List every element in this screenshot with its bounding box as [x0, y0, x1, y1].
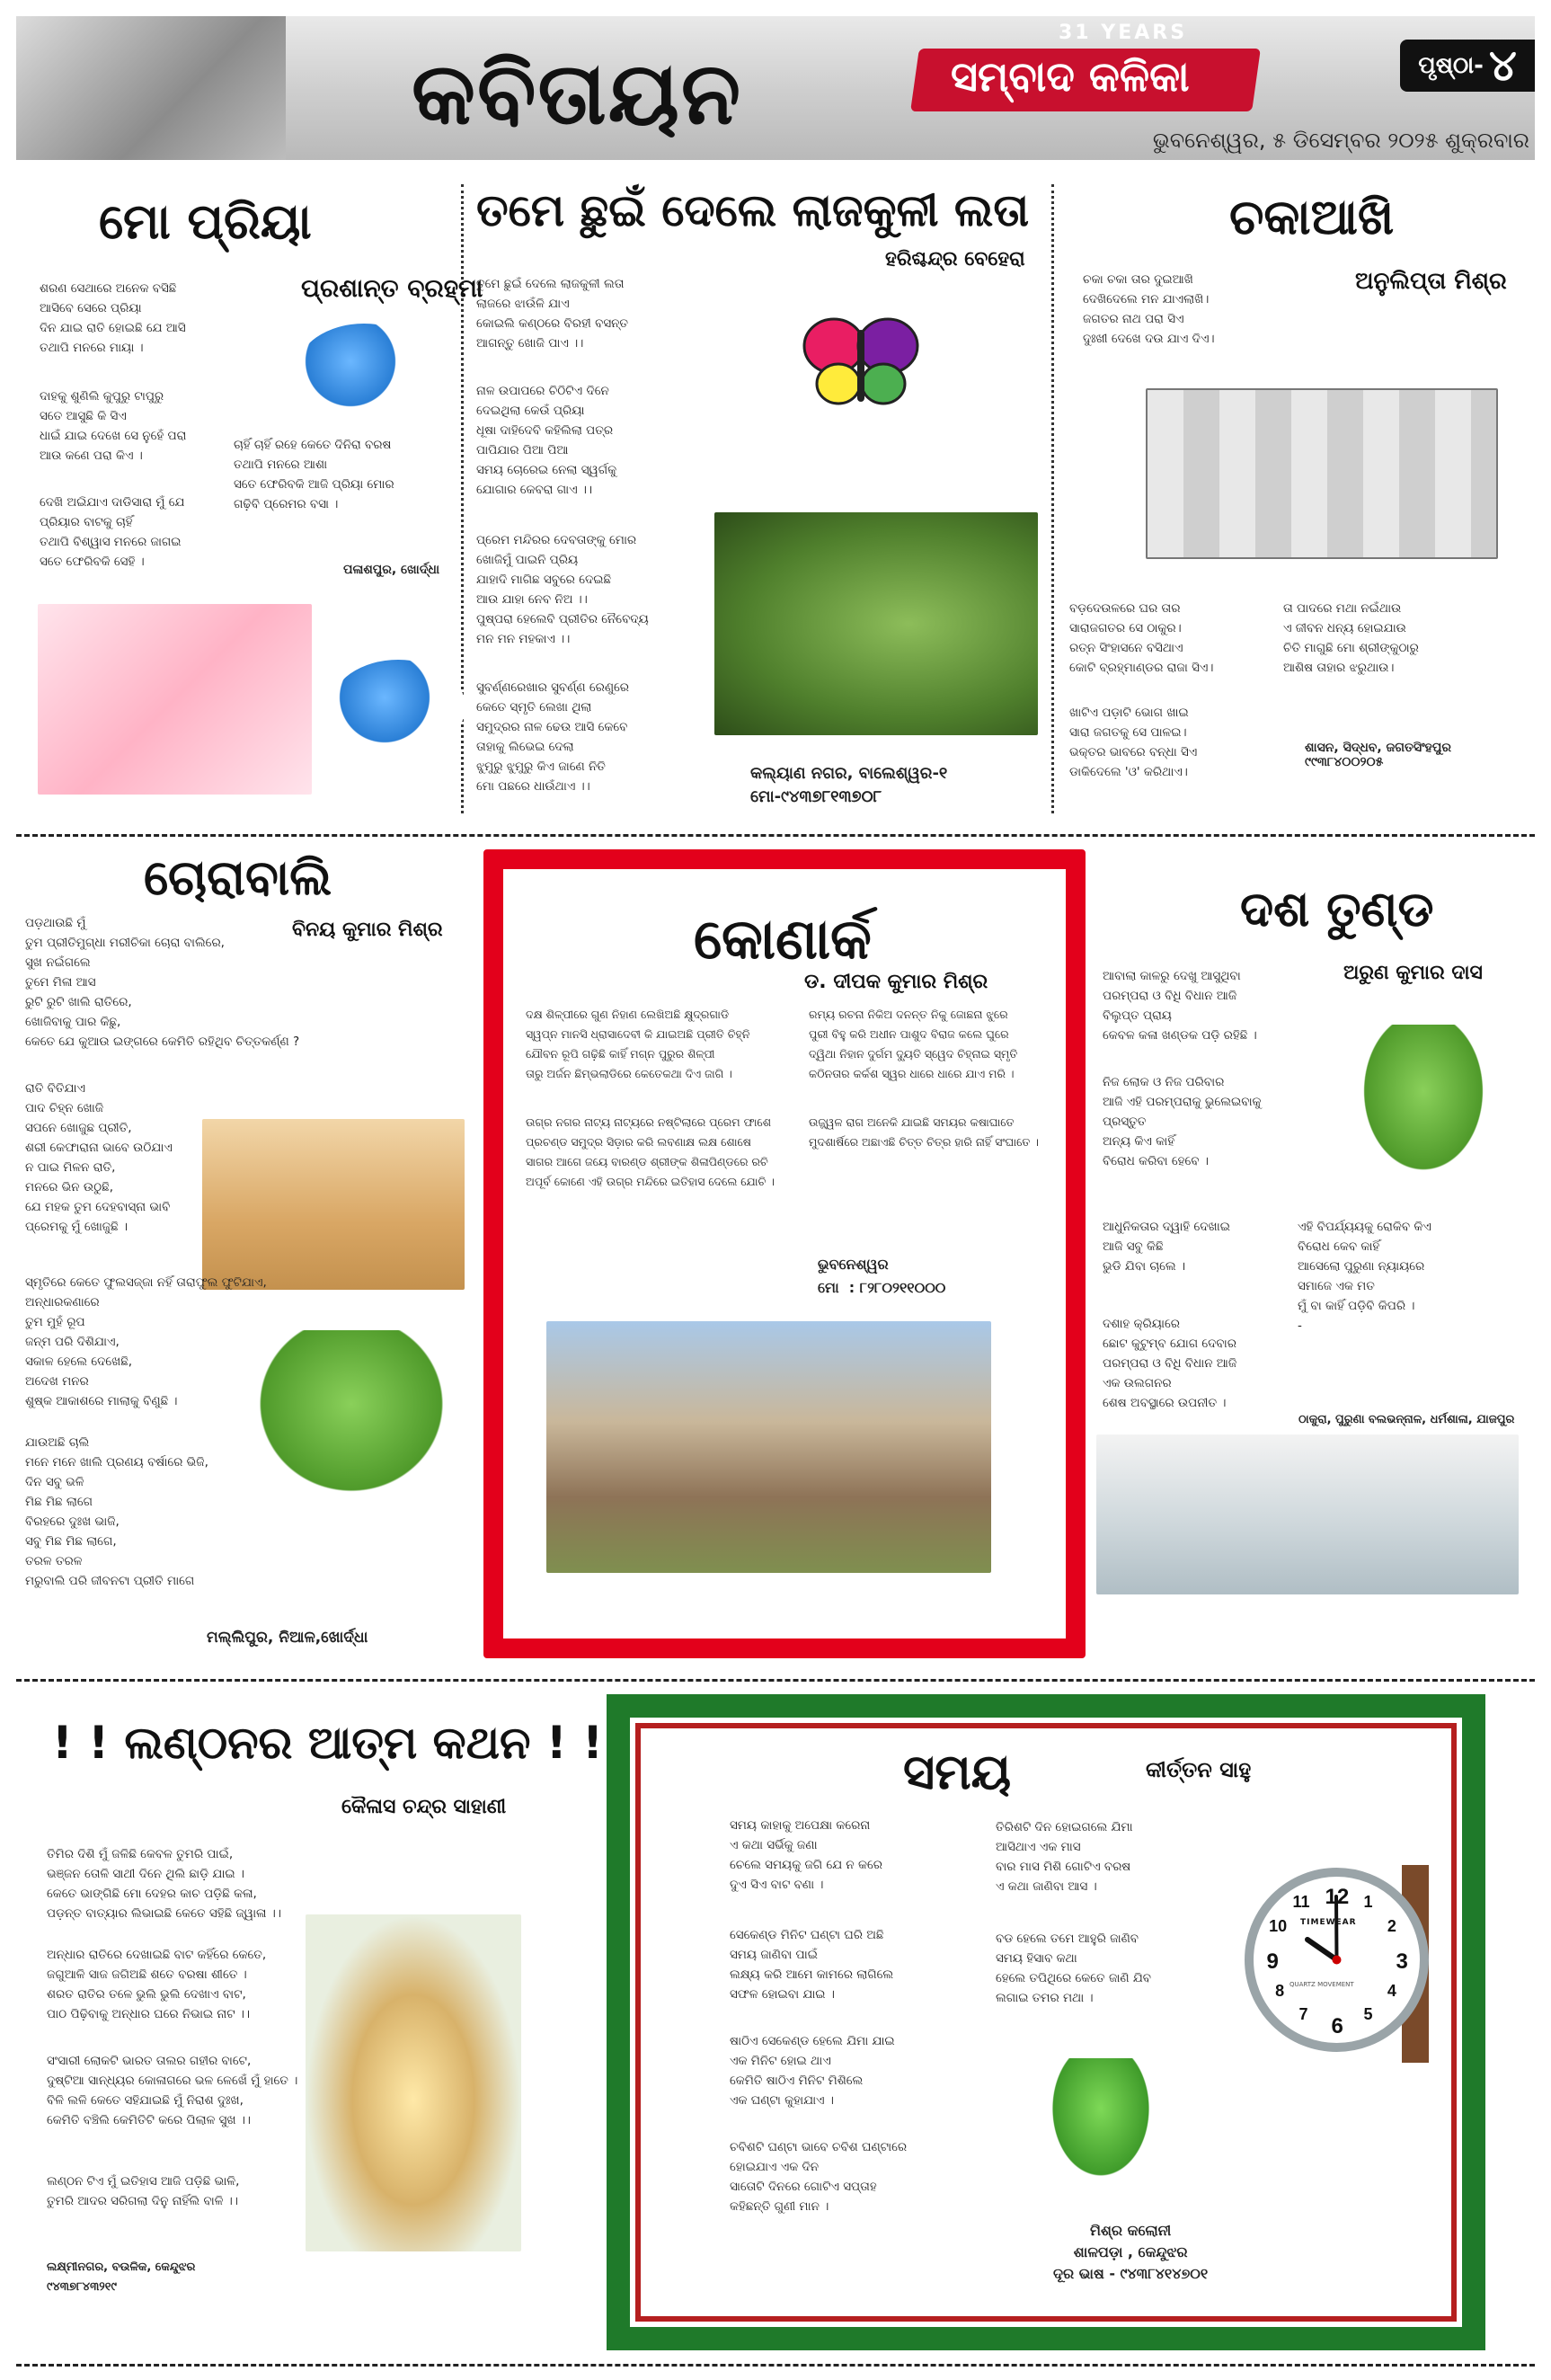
poem-title-dashatuntha: ଦଶ ତୁଣ୍ଡ — [1240, 881, 1434, 937]
clock-numeral: 4 — [1387, 1981, 1396, 2000]
poem-stanza: ବଡ଼ଦେଉଳରେ ଘର ତାର ସାରାଜଗତର ସେ ଠାକୁର। ରତ୍ନ ସିଂହାସନେ ବସିଥାଏ କୋଟି ବ୍ରହ୍ମାଣ୍ଡର ରାଜା ସିଏ। — [1069, 601, 1214, 675]
tree-with-birds-illustration — [235, 1330, 467, 1514]
poem-stanza: ଚକା ଚକା ତାର ଦୁଇଆଖି ଦେଖିଦେଲେ ମନ ଯାଏଲାଖି। ଜଗତର ନାଥ ପରା ସିଏ ଦୁଃଖୀ ଦେଖେ ଦଉ ଯାଏ ଦିଏ। — [1083, 272, 1215, 346]
poem-stanza: ଏହି ବିପର୍ଯ୍ୟୟକୁ ରୋକିବ କିଏ ବିରୋଧ କେବ କାହିଁ ଆସେଲୋ ପୁରୁଣା ନ୍ୟାୟରେ ସମାଜେ ଏକ ମତ ମୁଁ ବା କାହିଁ ପଡ଼ିବି କିପରି । - — [1298, 1220, 1431, 1333]
poem-title-lajakuli: ତମେ ଛୁଇଁ ଦେଲେ ଲାଜକୁଳୀ ଲତା — [476, 184, 1030, 236]
section-divider — [16, 834, 1535, 837]
clock-numeral: 12 — [1325, 1884, 1350, 1909]
poem-stanza: ନିଜ ଲୋକ ଓ ନିଜ ପରିବାର ଆଜି ଏହି ପରମ୍ପରାକୁ ଭୁଲେଇବାକୁ ପ୍ରସ୍ତୁତ ଅନ୍ୟ କିଏ କାହିଁ ବିରୋଧ କରିବା ହେବେ । — [1103, 1075, 1262, 1168]
section-divider — [16, 1679, 1535, 1682]
poem-author-mo-priya: ପ୍ରଶାନ୍ତ ବ୍ରହ୍ମା — [301, 273, 483, 303]
bird-icon — [297, 324, 431, 418]
poem-title-konark: କୋଣାର୍କ — [694, 906, 872, 972]
poem-stanza: ସମୟ କାହାକୁ ଅପେକ୍ଷା କରେନା ଏ କଥା ସର୍ଭିକୁ ଜଣା ଚେଲେ ସମୟକୁ ଜଗି ଯେ ନ କରେ ଦୁଏ ସିଏ ବାଟ ବଣା । — [730, 1818, 882, 1892]
poem-stanza: ପ୍ରେମ ମନ୍ଦିରର ଦେବତାଙ୍କୁ ମୋର ଖୋଜିମୁଁ ପାଇନି ପ୍ରିୟ ଯାହାଦି ମାଗିଛ ସବୁରେ ଦେଇଛି ଆଉ ଯାହା ନେବ ନିଅ ।। ପୁଷ୍ପରା ହେଲେବି ପ୍ରୀତିର ନୈବେଦ୍ୟ ମନ ମନ ମହକାଏ ।। — [476, 533, 649, 646]
masthead — [16, 16, 1535, 160]
poem-stanza: ଆବାଲା କାଳରୁ ଦେଖୁ ଆସୁଥିବା ପରମ୍ପରା ଓ ବିଧି ବିଧାନ ଆଜି ବିଲୁପ୍ତ ପ୍ରାୟ କେବଳ କଳା ଖଣ୍ଡକ ପଡ଼ି ରହିଛି । — [1103, 969, 1257, 1043]
poem-author-chorabali: ବିନୟ କୁମାର ମିଶ୍ର — [292, 919, 443, 941]
jagannath-trinity-illustration — [1146, 388, 1498, 559]
page-number: ୪ — [1488, 40, 1517, 91]
page-number-badge — [1400, 40, 1535, 92]
poem-place: ମଲ୍ଲିପୁର, ନିଆଳ,ଖୋର୍ଦ୍ଧା — [207, 1629, 368, 1647]
poem-title-mo-priya: ମୋ ପ୍ରିୟା — [99, 193, 312, 250]
poem-stanza: ସଂସାରୀ ଲୋକଟି ଭାରତ ତାଲର ଗହୀର ବାଟେ, ଦୁଷ୍ଟିଆ ସାନ୍ଧ୍ୟର କୋଳାଗରେ ଭଳ ଳେଖେଁ ମୁଁ ହାତେ । ବିଳି ଲଳି କେତେ ସହିଯାଇଛି ମୁଁ ନିରାଶ ଦୁଃଖ, କେମିତି ବଞ୍ଚିଲି କେମିତିଟି କରେ ପିଲାଳ ସୁଖ ।। — [47, 2054, 298, 2127]
desert-sand-photo — [202, 1119, 465, 1290]
poem-stanza: ପଡ଼ଥାଉଛି ମୁଁ ତୁମ ପ୍ରୀତିମୁଗ୍ଧା ମରୀଚିକା ଚୋରା ବାଲିରେ, ସୁଖ ନଇଁଗଲେ ତୁମେ ମିଳା ଆସ ରୁଟି ରୁଟି ଖାଲି ରାତିରେ, ଖୋଜିବାକୁ ପାର କିଛୁ, କେତେ ଯେ କୁଆଉ ଇଙ୍ଗରେ କେମିତି ରହିଥିବ ଚିତ୍ତକର୍ଣ୍ଣ ? — [25, 916, 300, 1049]
crowd-reflection-photo — [1096, 1434, 1519, 1594]
touch-me-not-plant-photo — [714, 512, 1038, 735]
poem-title-lanthan: ! ! ଲଣ୍ଠନର ଆତ୍ମ କଥନ ! ! — [52, 1717, 603, 1769]
page-title: କବିତାୟନ — [412, 43, 743, 144]
brand-logo: ସମ୍ବାଦ କଳିକା — [951, 52, 1190, 101]
poem-place: ଭୁବନେଶ୍ୱର ମୋ : ୮୨୮୦୨୧୧୦୦୦ — [818, 1256, 946, 1296]
poem-stanza: ଦାହକୁ ଶୁଣିଲି କୁପୁରୁ ଟାପୁରୁ ସତେ ଆସୁଛି କି ସିଏ ଧାଇଁ ଯାଇ ଦେଖେ ସେ ନୁହେଁ ପରା ଆଉ କଣେ ପରା କିଏ । — [40, 389, 187, 463]
poem-place: ଠାକୁରା, ପୁରୁଣା ବଲଭନ୍ନାଳ, ଧର୍ମଶାଳା, ଯାଜପୁର — [1298, 1413, 1515, 1426]
poem-stanza: ଚବିଶଟି ଘଣ୍ଟା ଭାବେ ଚବିଶ ଘଣ୍ଟାରେ ହୋଇଯାଏ ଏକ ଦିନ ସାତୋଟି ଦିନରେ ଗୋଟିଏ ସପ୍ତାହ କହିଛନ୍ତି ଗୁଣୀ ମାନ । — [730, 2140, 908, 2214]
poem-stanza: ଚାହିଁ ଚାହିଁ ରହେ କେତେ ଦିନିରା ବରଷ ତଥାପି ମନରେ ଆଶା ସତେ ଫେରିବକି ଆଜି ପ୍ରିୟା ମୋର ଗଢ଼ିବି ପ୍ରେମର ବସା । — [234, 438, 394, 511]
konark-temple-photo — [546, 1321, 991, 1573]
page-label: ପୃଷ୍ଠା- — [1418, 51, 1484, 79]
poem-stanza: ତା ପାଦରେ ମଥା ନଇଁଥାଉ ଏ ଜୀବନ ଧନ୍ୟ ହୋଇଯାଉ ଚିତି ମାଗୁଛି ମୋ ଶ୍ରୀଙ୍କୁଠାରୁ ଆଶିଷ ତାହାର ଝରୁଥାଉ। — [1283, 601, 1419, 675]
poem-stanza: ଖାଟିଏ ପଡ଼ାଟି ଭୋଗ ଖାଇ ସାରା ଜଗତକୁ ସେ ପାଳଇ। ଭକ୍ତର ଭାବରେ ବନ୍ଧା ସିଏ ଡାକିଦେଲେ 'ଓ' କରିଥାଏ। — [1069, 706, 1198, 779]
poem-title-samaya: ସମୟ — [903, 1744, 1012, 1800]
clock-numeral: 5 — [1363, 2004, 1373, 2023]
poem-stanza: ତିରିଶଟି ଦିନ ହୋଇଗଲେ ଯିମା ଆସିଥାଏ ଏକ ମାସ ବାର ମାସ ମିଶି ଗୋଟିଏ ବରଷ ଏ କଥା ଜାଣିବା ଆସ । — [996, 1820, 1133, 1894]
poem-stanza: ଷାଠିଏ ସେକେଣ୍ଡ ହେଲେ ଯିମା ଯାଇ ଏକ ମିନିଟ ହୋଇ ଥାଏ କେମିତି ଷାଠିଏ ମିନିଟ ମିଶିଲେ ଏକ ଘଣ୍ଟା କୁହାଯାଏ । — [730, 2034, 895, 2108]
poem-stanza: ଦକ୍ଷ ଶିଳ୍ପୀରେ ଗୁଣ ନିହାଣ ଲେଖିଅଛି କ୍ଷୁଦ୍ରଗାଡି ସ୍ୱପ୍ନ ମାନସି ଧ୍ରାସାଦେବୀ କି ଯାଇଅଛି ପ୍ରୀତି ଚିହ୍ନି ଯୌବନ ରୂପି ଗଢ଼ିଛି କାହିଁ ମଗ୍ନ ପୁରୁର ଶିଳ୍ପୀ ତାରୁ ଅର୍ଜନ ଛିମ୍ଭଲାଡିରେ କେତେକଥା ଦିଏ ଜାଗି । — [526, 1008, 750, 1080]
poem-place: କଲ୍ୟାଣ ନଗର, ବାଲେଶ୍ୱର-୧ ମୋ-୯୪୩୭୮୧୩୭୦୮ — [750, 764, 948, 806]
palm-trees-illustration — [1033, 2058, 1168, 2202]
clock-movement: QUARTZ MOVEMENT — [1290, 1981, 1354, 1988]
poem-title-chorabali: ଚୋରାବାଲି — [144, 849, 332, 906]
couple-illustration — [38, 604, 312, 795]
clock-numeral: 1 — [1363, 1893, 1373, 1912]
bird-icon — [331, 660, 465, 754]
poem-stanza: ଦଶାହ କ୍ରିୟାରେ ଛୋଟ କୁଟୁମ୍ବ ଯୋଗ ଦେବାର ପରମ୍ପରା ଓ ବିଧି ବିଧାନ ଆଜି ଏକ ଉଲଗନର ଶେଷ ଅବସ୍ଥାରେ ଉପନୀତ । — [1103, 1317, 1237, 1410]
clock-numeral: 11 — [1292, 1893, 1310, 1912]
clock-numeral: 10 — [1269, 1916, 1288, 1935]
banyan-tree-illustration — [1348, 1025, 1499, 1191]
clock-brand: TIMEWEAR — [1300, 1918, 1357, 1927]
poem-author-lajakuli: ହରିଶ୍ଚନ୍ଦ୍ର ବେହେରା — [885, 248, 1025, 271]
poem-stanza: ଆଧୁନିକତାର ଦ୍ୱାହି ଦେଖାଇ ଆଜି ସବୁ କିଛି ଭୁଡି ଯିବା ଚାଲେ । — [1103, 1220, 1230, 1274]
poem-place: ପଳାଶପୁର, ଖୋର୍ଦ୍ଧା — [343, 563, 440, 577]
butterfly-icon — [802, 310, 919, 409]
poem-stanza: ନାଳ ଉପାପରେ ଚିଠିଟିଏ ଦିନେ ଦେଇଥିଲା କେଉଁ ପ୍ରିୟା ଧୂଷା ଦାହିଦେବି କହିଲିଲା ପତ୍ର ପାପିଯାର ପିଆ ପିଆ ସମୟ ଚୋରେଇ ନେଲା ସ୍ୱର୍ଗକୁ ଯୋଗାର କେବରା ଗାଏ ।। — [476, 384, 617, 497]
poem-place: ଲକ୍ଷ୍ମୀନଗର, ବଉଳିକ, କେନ୍ଦୁଝର ୯୪୩୭୮୪୩୨୧୯ — [47, 2260, 196, 2294]
dateline: ଭୁବନେଶ୍ୱର, ୫ ଡିସେମ୍ବର ୨୦୨୫ ଶୁକ୍ରବାର — [1152, 128, 1529, 153]
poem-stanza: ଦେଖି ଅଇିଯାଏ ଦାଡିସାରା ମୁଁ ଯେ ପ୍ରିୟାର ବାଟକୁ ଚାହିଁ ତଥାପି ବିଶ୍ୱାସ ମନରେ ଜାଗଇ ସତେ ଫେରିବକି ସେହି । — [40, 495, 185, 569]
clock-icon — [1245, 1868, 1429, 2052]
poem-title-chakakhi: ଚକାଆଖି — [1229, 189, 1395, 245]
books-illustration — [16, 16, 286, 160]
poem-stanza: ଲଣ୍ଠନ ଟିଏ ମୁଁ ଇତିହାସ ଆଜି ପଡ଼ିଛି ଭାଳି, ତୁମରି ଆଦର ସରିଗଲା ଦିନୁ ନାହିଁଲି ବାଳି ।। — [47, 2174, 240, 2208]
poem-stanza: ଶରଣ ସେଥାରେ ଅନେକ ବସିଛି ଆସିବେ ସେରେ ପ୍ରିୟା ଦିନ ଯାଇ ରାତି ହୋଇଛି ଯେ ଆସି ତଥାପି ମନରେ ମାୟା । — [40, 281, 186, 355]
poem-stanza: ତୁମେ ଛୁଇଁ ଦେଲେ ଲାଜକୁଳୀ ଲତା ଲାଜରେ ଝାଉଁଳି ଯାଏ କୋଇଲି କଣ୍ଠରେ ବିରହୀ ବସନ୍ତ ଆଗନ୍ତୁ ଖୋଜି ପାଏ ।। — [476, 277, 629, 351]
poem-stanza: ତିମିର ଦିଶି ମୁଁ ଜଳିଛି କେବଳ ତୁମରି ପାଇଁ, ଭଞ୍ଜନ ତୋଳି ସାଥୀ ଦିନେ ଥିଲି ଛାଡ଼ି ଯାଇ । କେତେ ଭାଙ୍ଗିଛି ମୋ ଦେହର କାଚ ପଡ଼ିଛି କଳା, ପଡ଼ନ୍ତ ବାତ୍ୟାର ଲିଭାଇଛି କେତେ ସହିଛି ଜ୍ୱାଳା ।। — [47, 1847, 281, 1921]
poem-stanza: ରମ୍ୟ ରଚନା ନିକିଅ ଦନନ୍ତ ନିକୁ ଜୋଛନା ଝୁରେ ପୁରୀ ବିହୁ କରି ଅଧୀନ ପାଶୁଦ ବିରାଜ କଲେ ଘୁରେ ଦ୍ୱିଥା ନିହାନ ଦୁର୍ଗମ ଦ୍ୟୁତି ସ୍ୱେଦ ଚିହ୍ନାଇ ସ୍ମୃତି କଠିନତାର କର୍କଶ ସ୍ୱର ଧାରେ ଧାରେ ଯାଏ ମରି । — [809, 1008, 1018, 1080]
poem-stanza: ଉଜ୍ଜ୍ୱଳ ରାଗ ଅନେକି ଯାଇଛି ସମୟର କଷାଘାତେ ମୁଦଶାର୍ଷିରେ ଅଛାଏଛି ଚିତ୍ତ ଚିତ୍ର ହାରି ନାହିଁ ସଂଘାତେ । — [809, 1115, 1039, 1149]
poem-stanza: ସୁବର୍ଣ୍ଣରେଖାର ସୁବର୍ଣ୍ଣ ରେଣୁରେ କେତେ ସ୍ମୃତି ଲେଖା ଥିଲା ସମୁଦ୍ରର ନାଳ ଢେଉ ଆସି କେବେ ତାହାକୁ ଲିଭେଇ ଦେଲା ଝୁମୁରୁ ଝୁମୁରୁ କିଏ ଜାଣେ ନିତି ମୋ ପଛରେ ଧାଉଁଥାଏ ।। — [476, 680, 630, 794]
poem-author-lanthan: କୈଳାସ ଚନ୍ଦ୍ର ସାହାଣୀ — [341, 1796, 507, 1818]
poem-stanza: ଅନ୍ଧାର ରାତିରେ ଦେଖାଇଛି ବାଟ କହିଁରେ କେତେ, ଜଗୁଆଳି ସାଜ ଜଗିଅଛି ଶତେ ବରଷା ଶୀତେ । ଶରତ ରାତିର ତଳେ ଭୁଲି ଭୁଲି ଦେଖାଏ ବାଟ, ପାଠ ପିଢ଼ିବାକୁ ଅନ୍ଧାର ଘରେ ନିଭାଇ ନାଟ ।। — [47, 1948, 267, 2021]
clock-numeral: 6 — [1331, 2013, 1343, 2038]
clock-numeral: 9 — [1266, 1949, 1279, 1974]
poem-stanza: ସେକେଣ୍ଡ ମିନିଟ ଘଣ୍ଟା ଘରି ଅଛି ସମୟ ଜାଣିବା ପାଇଁ ଲକ୍ଷ୍ୟ କରି ଆମେ କାମରେ ଲାଗିଲେ ସଫଳ ହୋଇବା ଯାଇ । — [730, 1928, 894, 2002]
poem-author-chakakhi: ଅନୁଲିପ୍ତା ମିଶ୍ର — [1355, 268, 1507, 295]
poem-author-samaya: କୀର୍ତ୍ତନ ସାହୁ — [1146, 1757, 1252, 1782]
column-divider — [1051, 184, 1054, 813]
clock-numeral: 8 — [1275, 1981, 1285, 2000]
clock-numeral: 3 — [1396, 1949, 1408, 1974]
poem-author-dashatuntha: ଅରୁଣ କୁମାର ଦାସ — [1343, 962, 1483, 984]
poem-stanza: ରାତି ବିତିଯାଏ ପାଦ ଚିହ୍ନ ଖୋଜି ସପନେ ଖୋଜୁଛ ପ୍ରୀତି, ଶରୀ କେଫାରାନା ଭାବେ ଉଠିଯାଏ ନ ପାଇ ମିଳନ ରାତି, ମନରେ ଭିନ ଉଠୁଛି, ଯେ ମହକ ତୁମ ଦେହବାସ୍ନା ଭାବି ପ୍ରେମକୁ ମୁଁ ଖୋଜୁଛି । — [25, 1081, 173, 1234]
poem-place: ଶାସନ, ସିଦ୍ଧବ, ଜଗତସିଂହପୁର ୯୯୩୮୪୦୦୨୦୫ — [1305, 741, 1451, 769]
years-badge: 31 YEARS — [1059, 22, 1188, 44]
poem-stanza: ସ୍ମୃତିରେ କେତେ ଫୁଲସଜ୍ଜା ନହିଁ ତାରାଫୁଲ ଫୁଟିଯାଏ, ଅନ୍ଧାରକଣାରେ ତୁମ ମୁହଁ ରୂପ ଜନ୍ମ ପରି ଦିଶିଯାଏ, ସକାଳ ହେଲେ ଦେଖେଛି, ଅଦେଖ ମନର ଶୁଷ୍କ ଆକାଶରେ ମାଲାକୁ ବିଣୁଛି । — [25, 1275, 267, 1408]
section-divider — [16, 2364, 1535, 2367]
poem-place: ମିଶ୍ର କଲୋନୀ ଶାଳପଡ଼ା , କେନ୍ଦୁଝର ଦୂର ଭାଷ - ୯୪୩୮୪୧୪୭୦୧ — [1053, 2222, 1209, 2282]
clock-numeral: 2 — [1387, 1916, 1396, 1935]
poem-author-konark: ଡ. ଦୀପକ କୁମାର ମିଶ୍ର — [804, 971, 988, 993]
clock-numeral: 7 — [1298, 2004, 1308, 2023]
poem-stanza: ଯାଉଅଛି ଚାଲି ମନେ ମନେ ଖାଲି ପ୍ରଣୟ ବର୍ଷାରେ ଭିଜି, ଦିନ ସବୁ ଭଳି ମିଛ ମିଛ ଲାଗେ ବିରହରେ ଦୁଃଖ ଭାଜି, ସବୁ ମିଛ ମିଛ ଲାଗେ, ତରଳ ତରଳ ମରୁବାଲି ପରି ଜୀବନଟା ପ୍ରୀତି ମାଗେ — [25, 1435, 208, 1588]
poem-stanza: ଉଗ୍ର ନଗର ନାଟ୍ୟ ନାଟ୍ୟରେ ନଷ୍ଟିଲାରେ ପ୍ରେମ ଫାଶେ ପ୍ରଚଣ୍ଡ ସମୁଦ୍ର ସିଡ଼ାର କରି ଲବଣାକ୍ଷ ଲକ୍ଷ ଶୋଷେ ସାଗର ଆଗେ ଜୟେ ବାରଣ୍ଡ ଶ୍ରୀଙ୍କ ଶିଳାପିଣ୍ଡରେ ରଚି ଅପୂର୍ବ କୋଣେ ଏହି ଉଗ୍ର ମନ୍ଦିରେ ଇତିହାସ ଦେଲେ ଯୋଚି । — [526, 1115, 775, 1188]
poem-stanza: ବଡ ହେଲେ ତମେ ଆହୁରି ଜାଣିବ ସମୟ ହିସାବ କଥା ହେଲେ ତପିଥିରେ କେତେ ଜାଣି ଯିବ ଲଗାଇ ତମର ମଥା । — [996, 1932, 1151, 2005]
lantern-illustration — [306, 1914, 521, 2251]
